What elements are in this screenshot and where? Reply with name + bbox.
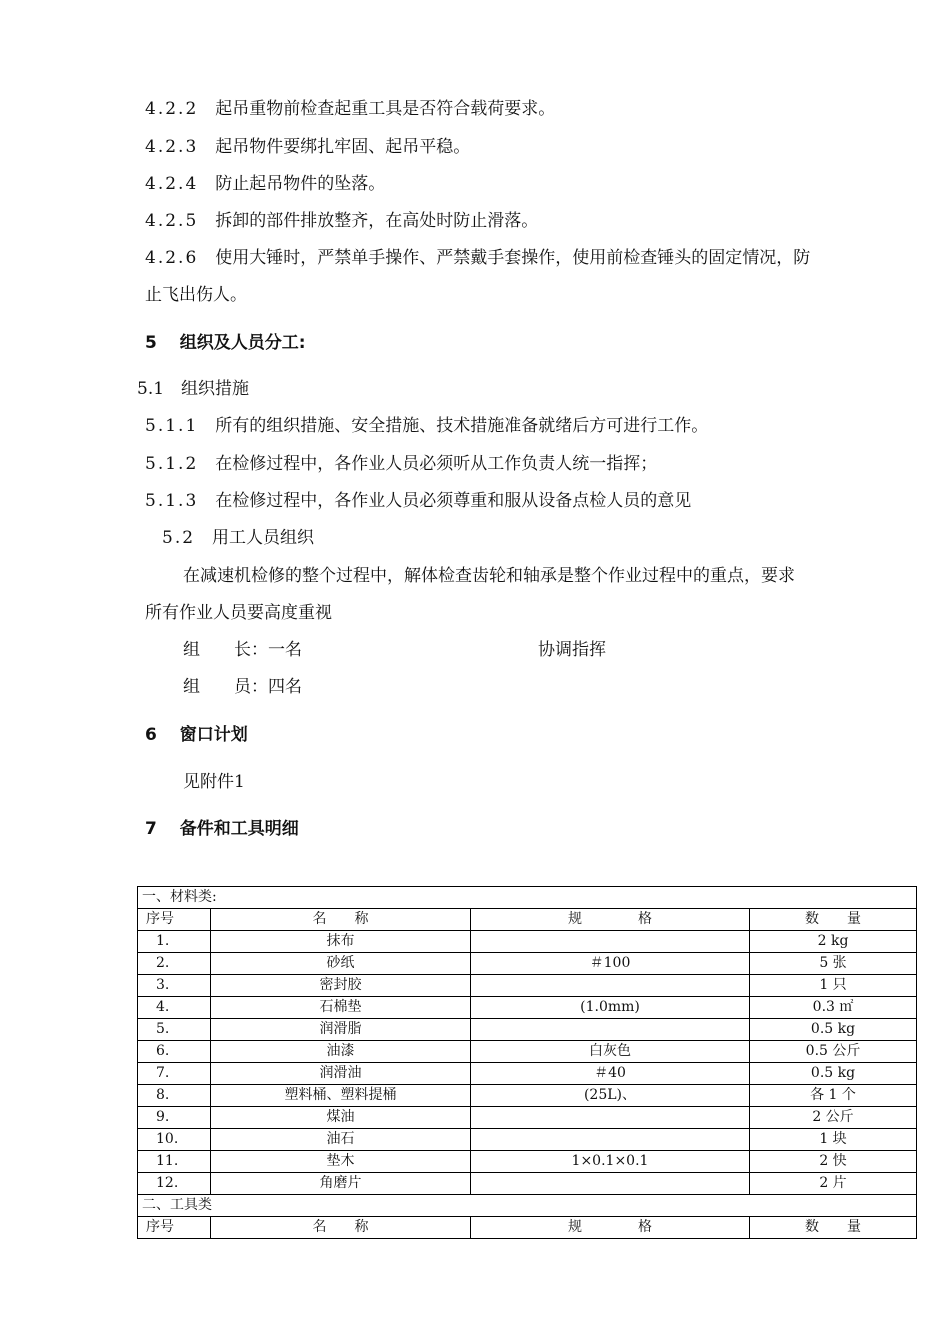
section-5-heading	[145, 332, 306, 354]
item-number: 5.1.1	[145, 416, 199, 436]
section-7-heading	[145, 818, 299, 840]
row-name: 润滑脂	[211, 1019, 471, 1041]
row-qty: 0.5 kg	[750, 1063, 917, 1085]
item-number: 4.2.6	[145, 248, 199, 268]
safety-item-2	[145, 136, 470, 158]
row-index: 7.	[138, 1063, 211, 1085]
row-index: 1.	[138, 931, 211, 953]
row-index: 4.	[138, 997, 211, 1019]
row-spec	[471, 975, 750, 997]
item-text: 防止起吊物件的坠落。	[215, 174, 386, 194]
row-name: 润滑油	[211, 1063, 471, 1085]
row-spec: (1.0mm)	[471, 997, 750, 1019]
table-row	[138, 1063, 917, 1085]
table-row	[138, 1107, 917, 1129]
row-qty: 0.5 kg	[750, 1019, 917, 1041]
row-spec	[471, 1129, 750, 1151]
header-name: 名 称	[211, 1217, 471, 1239]
tools-title: 二、工具类	[138, 1195, 917, 1217]
item-number: 5.1.3	[145, 491, 199, 511]
row-name: 石棉垫	[211, 997, 471, 1019]
row-spec: (25L)、	[471, 1085, 750, 1107]
table-row	[138, 1041, 917, 1063]
row-spec	[471, 1019, 750, 1041]
row-name: 抹布	[211, 931, 471, 953]
section-title: 备件和工具明细	[179, 819, 299, 839]
item-text: 在检修过程中，各作业人员必须听从工作负责人统一指挥；	[215, 454, 658, 474]
item-number: 4.2.4	[145, 174, 199, 194]
row-spec: ＃40	[471, 1063, 750, 1085]
leader-role: 协调指挥	[538, 640, 606, 660]
safety-item-5-cont: 止飞出伤人。	[145, 285, 247, 305]
section-number: 5.1	[137, 379, 165, 399]
table-row	[138, 1129, 917, 1151]
header-qty: 数 量	[750, 1217, 917, 1239]
section-number: 5.2	[162, 528, 196, 548]
item-number: 4.2.5	[145, 211, 199, 231]
row-qty: 1 只	[750, 975, 917, 997]
leader-label: 组 长：一名	[183, 640, 302, 660]
row-qty: 2 快	[750, 1151, 917, 1173]
tools-title-row	[138, 1195, 917, 1217]
safety-item-4	[145, 210, 538, 232]
item-text: 起吊重物前检查起重工具是否符合载荷要求。	[215, 99, 556, 119]
header-index: 序号	[138, 909, 211, 931]
table-row	[138, 997, 917, 1019]
row-name: 密封胶	[211, 975, 471, 997]
item-text: 使用大锤时，严禁单手操作、严禁戴手套操作，使用前检查锤头的固定情况，防	[215, 248, 811, 268]
row-qty: 各 1 个	[750, 1085, 917, 1107]
row-spec: 1×0.1×0.1	[471, 1151, 750, 1173]
section-title: 组织措施	[181, 379, 250, 399]
item-text: 所有的组织措施、安全措施、技术措施准备就绪后方可进行工作。	[215, 416, 709, 436]
table-row	[138, 1085, 917, 1107]
row-index: 6.	[138, 1041, 211, 1063]
header-name: 名 称	[211, 909, 471, 931]
org-item-2	[145, 453, 657, 475]
item-text: 起吊物件要绑扎牢固、起吊平稳。	[215, 137, 471, 157]
row-qty: 0.5 公斤	[750, 1041, 917, 1063]
table-row	[138, 1173, 917, 1195]
row-name: 油漆	[211, 1041, 471, 1063]
table-header-row	[138, 909, 917, 931]
row-spec: 白灰色	[471, 1041, 750, 1063]
row-qty: 5 张	[750, 953, 917, 975]
row-qty: 2 片	[750, 1173, 917, 1195]
parts-tools-table	[137, 886, 917, 1239]
row-name: 油石	[211, 1129, 471, 1151]
section-6-heading	[145, 724, 248, 746]
table-row	[138, 1151, 917, 1173]
item-number: 5.1.2	[145, 454, 199, 474]
section-number: 5	[145, 333, 157, 353]
materials-title: 一、材料类:	[138, 887, 917, 909]
table-row	[138, 931, 917, 953]
row-index: 9.	[138, 1107, 211, 1129]
row-index: 2.	[138, 953, 211, 975]
section-5-2-heading	[162, 527, 314, 549]
table-row	[138, 953, 917, 975]
row-spec: ＃100	[471, 953, 750, 975]
header-spec: 规 格	[471, 1217, 750, 1239]
row-index: 12.	[138, 1173, 211, 1195]
header-qty: 数 量	[750, 909, 917, 931]
row-index: 10.	[138, 1129, 211, 1151]
row-name: 塑料桶、塑料提桶	[211, 1085, 471, 1107]
safety-item-5	[145, 247, 810, 269]
row-name: 砂纸	[211, 953, 471, 975]
table-row	[138, 1019, 917, 1041]
safety-item-1	[145, 98, 555, 120]
org-item-1	[145, 415, 708, 437]
row-name: 垫木	[211, 1151, 471, 1173]
table-row	[138, 975, 917, 997]
row-qty: 1 块	[750, 1129, 917, 1151]
row-index: 3.	[138, 975, 211, 997]
section-title: 组织及人员分工:	[179, 333, 306, 353]
section-number: 6	[145, 725, 157, 745]
org-item-3	[145, 490, 691, 512]
item-number: 4.2.3	[145, 137, 199, 157]
section-5-1-heading	[137, 378, 249, 400]
members-label: 组 员：四名	[183, 677, 302, 697]
row-qty: 2 kg	[750, 931, 917, 953]
section-number: 7	[145, 819, 157, 839]
row-index: 5.	[138, 1019, 211, 1041]
row-spec	[471, 1173, 750, 1195]
row-name: 煤油	[211, 1107, 471, 1129]
row-index: 11.	[138, 1151, 211, 1173]
tools-header-row	[138, 1217, 917, 1239]
row-index: 8.	[138, 1085, 211, 1107]
paragraph-line-1: 在减速机检修的整个过程中，解体检查齿轮和轴承是整个作业过程中的重点，要求	[183, 566, 795, 586]
item-number: 4.2.2	[145, 99, 199, 119]
section-title: 用工人员组织	[212, 528, 315, 548]
safety-item-3	[145, 173, 385, 195]
section-6-text: 见附件1	[183, 772, 245, 792]
paragraph-line-2: 所有作业人员要高度重视	[145, 603, 332, 623]
header-spec: 规 格	[471, 909, 750, 931]
row-qty: 0.3 ㎡	[750, 997, 917, 1019]
row-spec	[471, 931, 750, 953]
row-name: 角磨片	[211, 1173, 471, 1195]
section-title: 窗口计划	[179, 725, 248, 745]
row-qty: 2 公斤	[750, 1107, 917, 1129]
materials-title-row	[138, 887, 917, 909]
row-spec	[471, 1107, 750, 1129]
item-text: 拆卸的部件排放整齐，在高处时防止滑落。	[215, 211, 539, 231]
header-index: 序号	[138, 1217, 211, 1239]
item-text: 在检修过程中，各作业人员必须尊重和服从设备点检人员的意见	[215, 491, 692, 511]
